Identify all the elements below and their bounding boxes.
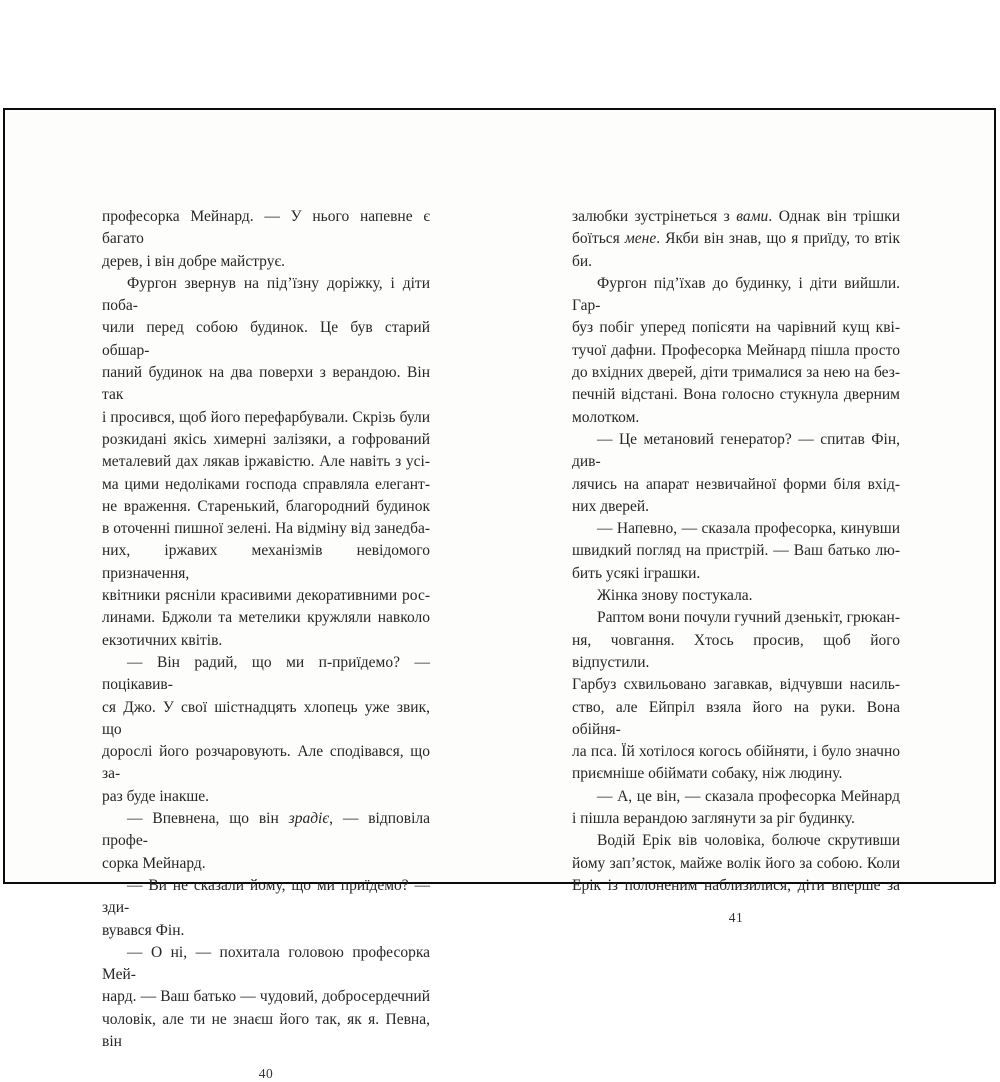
text-line (102, 317, 430, 362)
text-line (572, 518, 900, 540)
page-right-text (572, 206, 900, 897)
text-line (102, 741, 430, 786)
text-run: чили перед собою будинок. Це був старий обшар- (102, 319, 430, 359)
text-run: йому зап’ясток, майже волік його за собою. Коли (572, 854, 900, 872)
text-run: , — відповіла профе- (102, 810, 430, 850)
text-line (572, 741, 900, 763)
text-run: і просився, щоб його перефарбували. Скрізь були (102, 408, 430, 426)
text-line (572, 540, 900, 562)
text-run: . Якби він знав, що я приїду, то втік би. (572, 230, 901, 270)
text-line (102, 206, 430, 251)
text-line (102, 407, 430, 429)
text-line (572, 630, 900, 675)
text-run: професорка Мейнард. — У нього напевне є багато (102, 208, 430, 248)
text-run: чоловік, але ти не знаєш його так, як я. Певна, він (102, 1010, 430, 1050)
italic-text-run: мене (624, 230, 657, 248)
text-run: в оточенні пишної зелені. На відміну від занедба- (102, 520, 430, 538)
text-run: і пішла верандою заглянути за ріг будинку. (572, 810, 855, 828)
text-line (102, 786, 430, 808)
text-line (102, 853, 430, 875)
text-run: бить усякі іграшки. (572, 564, 701, 582)
text-run: ма цими недоліками господа справляла елегант- (102, 475, 430, 493)
text-line (102, 630, 430, 652)
text-run: — О ні, — похитала головою професорка Мей- (102, 943, 430, 984)
text-line (102, 496, 430, 518)
text-run: линами. Бджоли та метелики кружляли навколо (102, 609, 430, 627)
text-run: до вхідних дверей, діти трималися за нею на без- (572, 364, 900, 382)
text-line (572, 607, 900, 629)
text-run: дорослі його розчаровують. Але сподівався, що за- (102, 743, 430, 783)
italic-text-run: зрадіє (288, 810, 330, 828)
text-line (102, 585, 430, 607)
text-line (572, 429, 900, 474)
text-line (102, 251, 430, 273)
page-number: 41 (728, 910, 744, 926)
book-spread (3, 108, 996, 1082)
text-run: нард. — Ваш батько — чудовий, добросердечний (102, 988, 430, 1006)
text-line (102, 920, 430, 942)
text-run: Раптом вони почули гучний дзенькіт, грюкан- (597, 609, 900, 627)
text-run: приємніше обіймати собаку, ніж людину. (572, 765, 843, 783)
text-line (572, 585, 900, 607)
text-run: Гарбуз схвильовано загавкав, відчувши насиль- (572, 676, 900, 694)
text-run: — Це метановий генератор? — спитав Фін, див- (572, 430, 900, 471)
text-line (102, 808, 430, 853)
text-line (102, 518, 430, 540)
text-line (572, 786, 900, 808)
text-line (572, 384, 900, 406)
text-line (572, 407, 900, 429)
text-run: паний будинок на два поверхи з верандою. Він так (102, 364, 430, 404)
text-line (572, 808, 900, 830)
text-run: буз побіг уперед попісяти на чарівний кущ кві- (572, 319, 900, 337)
text-line (102, 273, 430, 318)
text-line (102, 429, 430, 451)
text-line (572, 317, 900, 339)
text-run: Фургон звернув на під’їзну доріжку, і діти поба- (102, 274, 430, 315)
text-run: Водій Ерік вів чоловіка, болюче скрутивши (597, 832, 900, 850)
text-run: ство, але Ейпріл взяла його на руки. Вона обійня- (572, 698, 900, 738)
text-run: вувався Фін. (102, 921, 185, 939)
text-run: швидкий погляд на пристрій. — Ваш батько лю- (572, 542, 900, 560)
text-run: боїться (572, 230, 625, 248)
text-run: тучої дафни. Професорка Мейнард пішла просто (572, 341, 900, 359)
text-run: раз буде інакше. (102, 787, 210, 805)
text-run: не враження. Старенький, благородний будинок (102, 497, 430, 515)
text-run: лячись на апарат незвичайної форми біля вхід- (572, 475, 900, 493)
text-run: Фургон під’їхав до будинку, і діти вийшли. Гар- (572, 274, 900, 315)
text-run: екзотичних квітів. (102, 631, 223, 649)
text-line (572, 563, 900, 585)
text-line (102, 697, 430, 742)
text-run: — Ви не сказали йому, що ми приїдемо? — зди- (102, 876, 430, 917)
text-line (572, 697, 900, 742)
text-run: Ерік із полоненим наблизилися, діти вперше за (572, 876, 900, 894)
text-run: молотком. (572, 408, 640, 426)
text-run: розкидані якісь химерні залізяки, а гофрований (102, 430, 430, 448)
text-run: . Однак він трішки (768, 208, 900, 225)
text-line (572, 340, 900, 362)
text-run: них дверей. (572, 497, 650, 515)
text-line (572, 674, 900, 696)
text-run: — Напевно, — сказала професорка, кинувши (597, 520, 900, 538)
text-line (572, 206, 900, 228)
text-line (572, 496, 900, 518)
text-line (572, 362, 900, 384)
text-line (102, 652, 430, 697)
text-run: сорка Мейнард. (102, 854, 206, 872)
text-line (102, 607, 430, 629)
text-line (572, 853, 900, 875)
text-line (572, 763, 900, 785)
text-run: ла пса. Їй хотілося когось обійняти, і було значно (572, 743, 900, 761)
text-run: Жінка знову постукала. (597, 587, 753, 605)
text-line (102, 451, 430, 473)
text-run: дерев, і він добре майструє. (102, 252, 286, 270)
text-line (572, 228, 900, 273)
text-line (572, 273, 900, 318)
text-run: квітники рясніли красивими декоративними рос- (102, 587, 430, 605)
text-run: — Він радий, що ми п-приїдемо? — поцікавив- (102, 653, 430, 694)
text-run: ся Джо. У свої шістнадцять хлопець уже звик, що (102, 698, 430, 738)
text-line (572, 875, 900, 897)
text-line (102, 986, 430, 1008)
page-left (102, 206, 430, 1082)
text-line (572, 474, 900, 496)
text-line (102, 474, 430, 496)
text-line (102, 875, 430, 920)
page-right (572, 206, 900, 926)
text-run: металевий дах лякав іржавістю. Але навіть з усі- (102, 453, 430, 471)
text-run: залюбки зустрінеться з (572, 208, 737, 225)
text-run: — Впевнена, що він (127, 810, 289, 828)
text-run: печній відстані. Вона голосно стукнула дверним (572, 386, 900, 404)
text-line (572, 830, 900, 852)
text-run: них, іржавих механізмів невідомого призначення, (102, 542, 430, 582)
page-left-text (102, 206, 430, 1053)
text-line (102, 540, 430, 585)
text-line (102, 1009, 430, 1054)
italic-text-run: вами (736, 208, 769, 225)
text-run: ня, човгання. Хтось просив, щоб його відпустили. (572, 631, 900, 671)
text-line (102, 942, 430, 987)
text-line (102, 362, 430, 407)
page-number: 40 (258, 1066, 274, 1082)
text-run: — А, це він, — сказала професорка Мейнард (597, 787, 900, 805)
